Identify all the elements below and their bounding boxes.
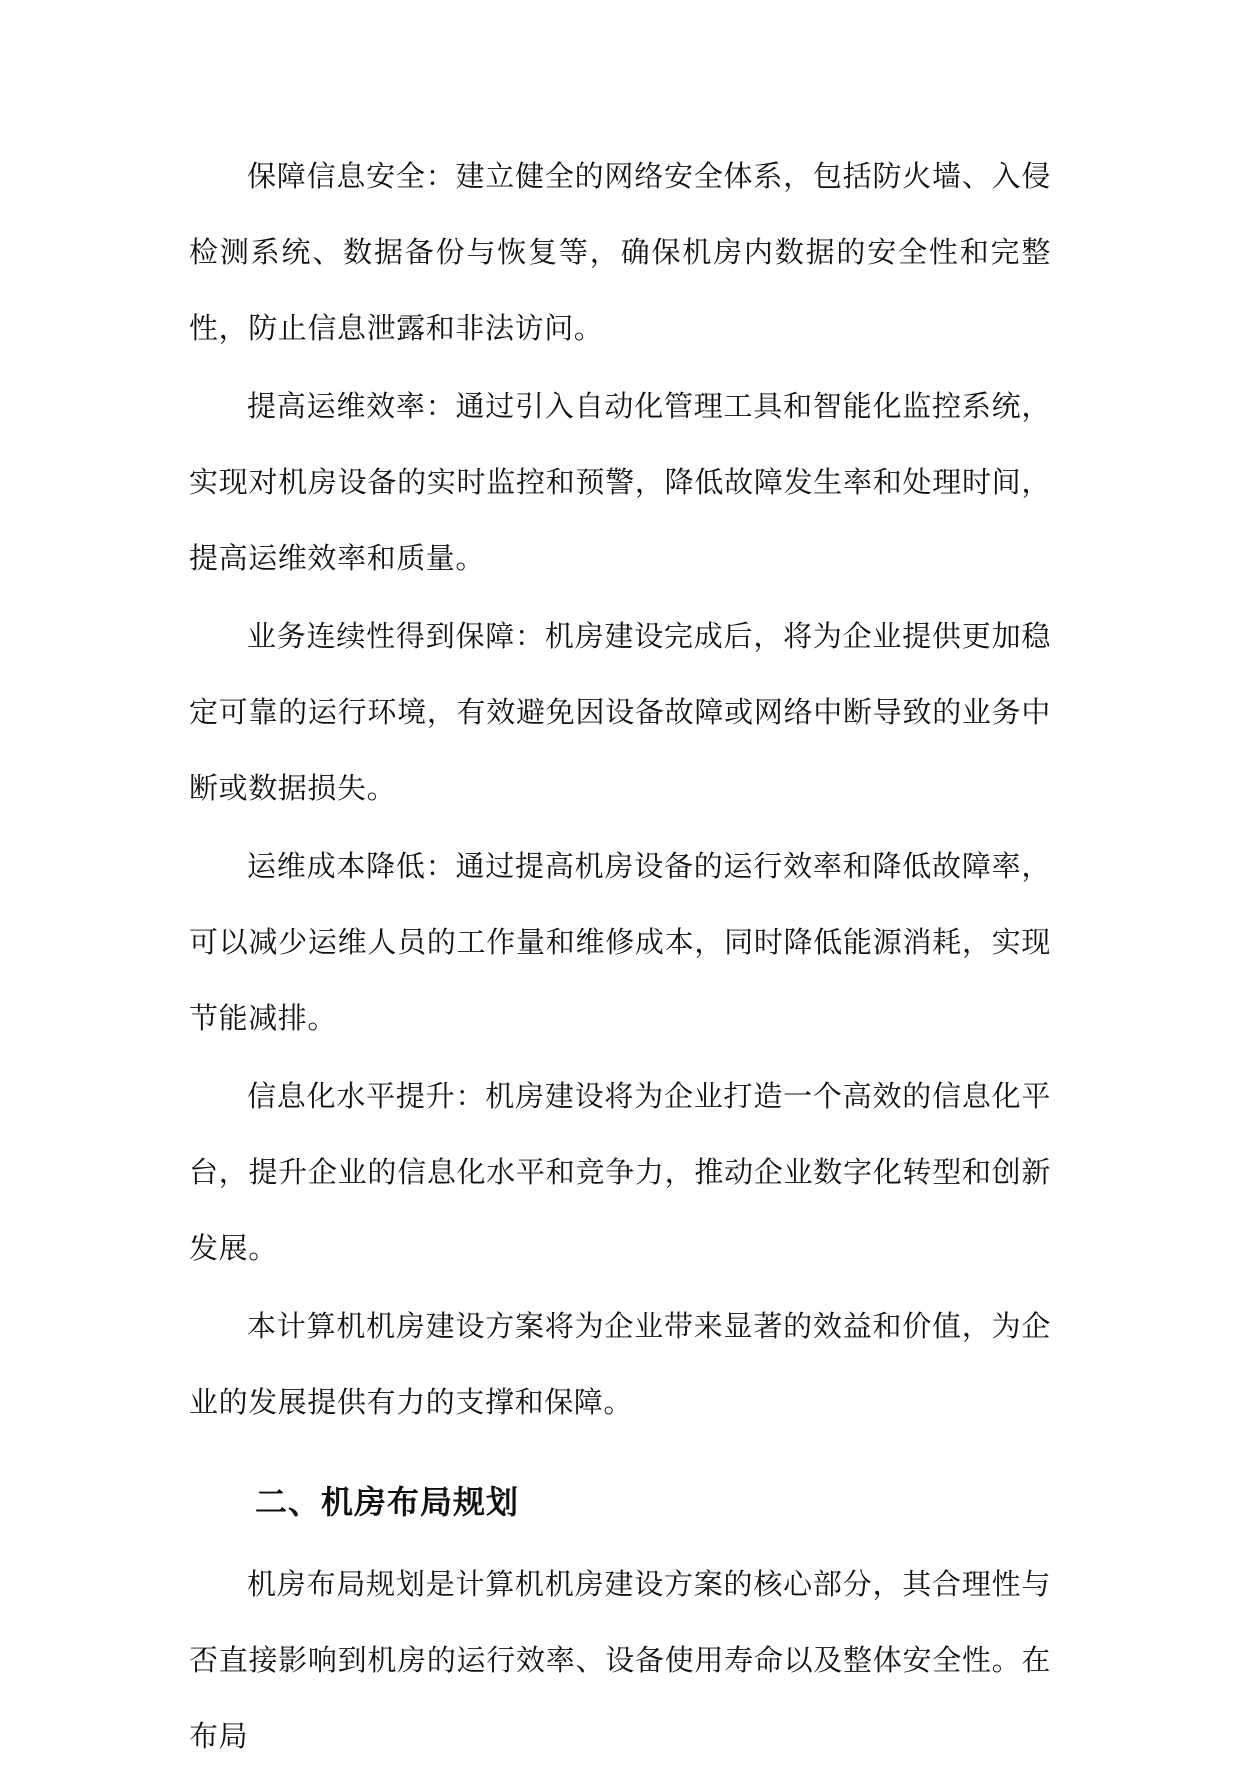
paragraph-ops-cost: 运维成本降低：通过提高机房设备的运行效率和降低故障率，可以减少运维人员的工作量和维修成本，同时降低能源消耗，实现节能减排。 <box>189 849 1051 1035</box>
document-body <box>189 138 1051 1776</box>
paragraph-info-security: 保障信息安全：建立健全的网络安全体系，包括防火墙、入侵检测系统、数据备份与恢复等，确保机房内数据的安全性和完整性，防止信息泄露和非法访问。 <box>189 159 1051 345</box>
paragraph-ops-efficiency: 提高运维效率：通过引入自动化管理工具和智能化监控系统，实现对机房设备的实时监控和预警，降低故障发生率和处理时间，提高运维效率和质量。 <box>189 389 1051 575</box>
paragraph-informatization: 信息化水平提升：机房建设将为企业打造一个高效的信息化平台，提升企业的信息化水平和竞争力，推动企业数字化转型和创新发展。 <box>189 1079 1051 1265</box>
paragraph-layout-intro: 机房布局规划是计算机机房建设方案的核心部分，其合理性与否直接影响到机房的运行效率、设备使用寿命以及整体安全性。在布局 <box>189 1567 1051 1753</box>
section-heading: 二、机房布局规划 <box>255 1483 520 1521</box>
paragraph-summary: 本计算机机房建设方案将为企业带来显著的效益和价值，为企业的发展提供有力的支撑和保障。 <box>189 1309 1051 1419</box>
paragraph-business-continuity: 业务连续性得到保障：机房建设完成后，将为企业提供更加稳定可靠的运行环境，有效避免因设备故障或网络中断导致的业务中断或数据损失。 <box>189 619 1051 805</box>
